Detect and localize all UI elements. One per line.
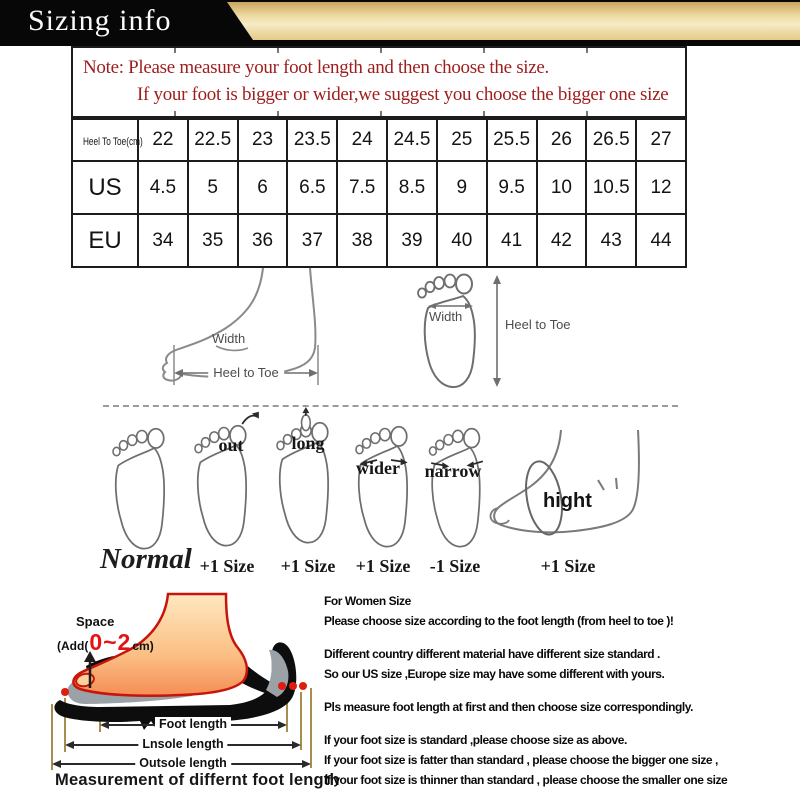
size-cell: 10.5 [586, 161, 636, 214]
advice-heading: For Women Size [324, 594, 411, 608]
size-cell: 23 [238, 119, 288, 161]
space-add-label [57, 629, 154, 656]
wider-size-label: +1 Size [355, 556, 411, 576]
size-cell: 22.5 [188, 119, 238, 161]
advice-line: Please choose size according to the foot length (from heel to toe )! [324, 614, 674, 628]
table-row [72, 161, 686, 214]
advice-line: If your foot size is standard ,please choose size as above. [324, 733, 627, 747]
size-cell: 34 [138, 214, 188, 267]
size-cell: 41 [487, 214, 537, 267]
space-label: Space [76, 614, 115, 629]
advice-block [324, 591, 800, 790]
gold-ribbon [227, 2, 800, 40]
size-cell: 6 [238, 161, 288, 214]
size-cell: 7.5 [337, 161, 387, 214]
add-suffix: cm) [132, 639, 154, 653]
size-cell: 12 [636, 161, 686, 214]
side-width-label: Width [212, 331, 246, 346]
advice-line: So our US size ,Europe size may have some different with yours. [324, 667, 665, 681]
out-label: out [218, 435, 244, 455]
note-line-1: Note: Please measure your foot length and then choose the size. [83, 57, 549, 78]
side-heel-to-toe-label: Heel to Toe [208, 365, 284, 380]
size-cell: 37 [287, 214, 337, 267]
advice-line: Pls measure foot length at first and then choose size correspondingly. [324, 700, 694, 714]
table-row [72, 119, 686, 161]
advice-line: Different country different material have different size standard . [324, 647, 660, 661]
size-cell: 27 [636, 119, 686, 161]
size-cell: 9 [437, 161, 487, 214]
insole-length-label: Lnsole length [138, 737, 227, 751]
size-cell: 6.5 [287, 161, 337, 214]
header-bar [0, 0, 800, 46]
diagram-caption: Measurement of differnt foot length [55, 771, 340, 789]
row-header: US [72, 161, 138, 214]
add-value: 0~2 [89, 629, 132, 655]
size-cell: 44 [636, 214, 686, 267]
normal-size-label: Normal [100, 543, 192, 575]
size-cell: 26 [537, 119, 587, 161]
sole-width-label: Width [429, 309, 463, 324]
size-cell: 4.5 [138, 161, 188, 214]
hight-label: hight [543, 490, 592, 512]
size-cell: 5 [188, 161, 238, 214]
size-cell: 42 [537, 214, 587, 267]
note-box [71, 46, 687, 118]
narrow-size-label: -1 Size [429, 556, 481, 576]
size-cell: 22 [138, 119, 188, 161]
size-cell: 39 [387, 214, 437, 267]
sole-heel-to-toe-label: Heel to Toe [505, 317, 571, 332]
size-cell: 40 [437, 214, 487, 267]
size-cell: 8.5 [387, 161, 437, 214]
page-title: Sizing info [28, 4, 172, 37]
size-cell: 24.5 [387, 119, 437, 161]
outsole-length-label: Outsole length [135, 756, 231, 770]
side-foot-drawing [130, 268, 380, 403]
size-cell: 10 [537, 161, 587, 214]
size-cell: 24 [337, 119, 387, 161]
narrow-label: narrow [424, 461, 482, 481]
foot-length-label: Foot length [155, 717, 231, 731]
long-label: long [291, 433, 325, 453]
row-header: EU [72, 214, 138, 267]
size-table [71, 118, 687, 268]
wider-label: wider [356, 458, 400, 478]
size-cell: 23.5 [287, 119, 337, 161]
table-row [72, 214, 686, 267]
size-cell: 9.5 [487, 161, 537, 214]
out-size-label: +1 Size [199, 556, 255, 576]
note-line-2: If your foot is bigger or wider,we suggest you choose the bigger one size [137, 84, 669, 105]
normal-foot-drawing [106, 413, 176, 553]
add-prefix: (Add( [57, 639, 89, 653]
narrow-foot-drawing [426, 412, 488, 552]
size-cell: 35 [188, 214, 238, 267]
long-size-label: +1 Size [280, 556, 336, 576]
long-foot-drawing [270, 407, 340, 547]
size-cell: 26.5 [586, 119, 636, 161]
size-cell: 38 [337, 214, 387, 267]
size-cell: 36 [238, 214, 288, 267]
size-cell: 43 [586, 214, 636, 267]
hight-size-label: +1 Size [540, 556, 596, 576]
advice-line: If your foot size is thinner than standard , please choose the smaller one size [324, 773, 728, 787]
out-foot-drawing [188, 410, 258, 550]
advice-line: If your foot size is fatter than standard , please choose the bigger one size , [324, 753, 718, 767]
row-header: Heel To Toe(cm) [72, 119, 138, 161]
size-cell: 25.5 [487, 119, 537, 161]
size-cell: 25 [437, 119, 487, 161]
dashed-separator [103, 405, 678, 407]
wider-foot-drawing [346, 411, 422, 551]
